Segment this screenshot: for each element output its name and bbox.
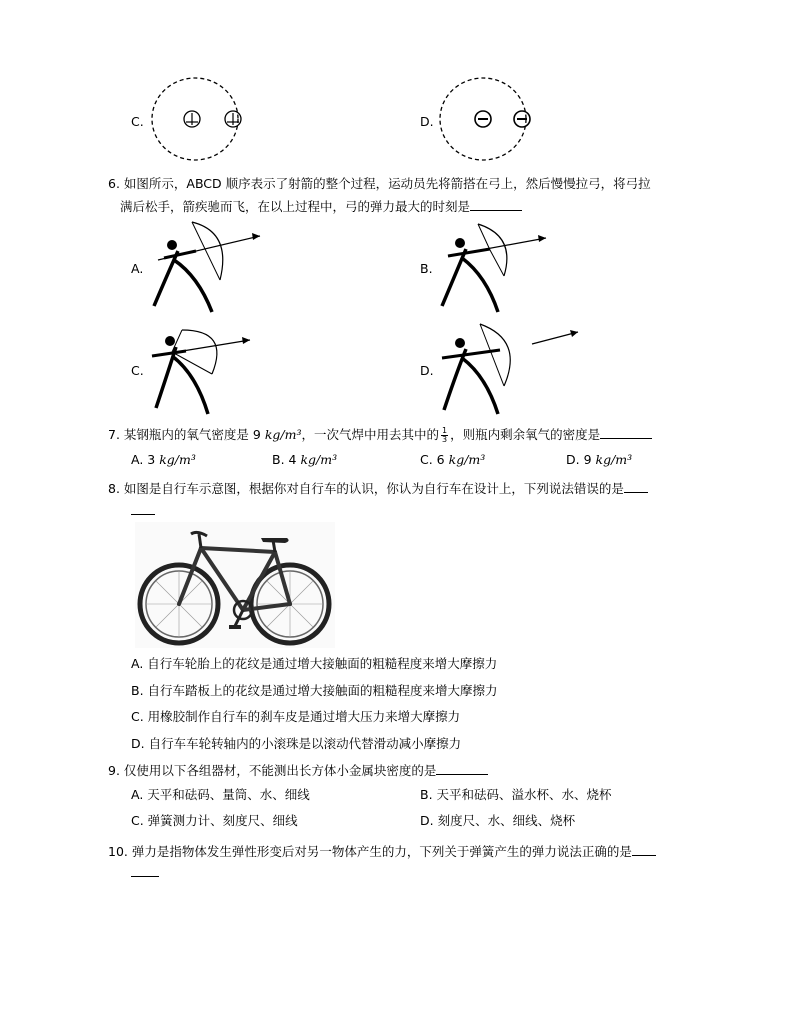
q10-answer-blank-part1[interactable]	[632, 843, 656, 856]
q7-option-b-value: B. 4	[272, 452, 297, 467]
q6-answer-blank[interactable]	[470, 198, 522, 211]
q5-option-c-figure	[150, 78, 250, 163]
q6-option-d-archer-figure	[438, 322, 588, 422]
q7-unit: kg/m³	[264, 427, 302, 442]
q6-option-c-archer-figure	[150, 322, 270, 422]
q6-option-b-archer-figure	[438, 218, 558, 318]
q7-option-d-value: D. 9	[566, 452, 592, 467]
q9-answer-blank[interactable]	[436, 762, 488, 775]
q6-stem-line1: 6. 如图所示，ABCD 顺序表示了射箭的整个过程，运动员先将箭搭在弓上，然后慢慢拉弓，将弓拉	[108, 176, 651, 191]
q8-stem-text: 8. 如图是自行车示意图，根据你对自行车的认识，你认为自行车在设计上，下列说法错误的是	[108, 481, 624, 496]
q7-fraction	[441, 427, 448, 444]
q7-option-a[interactable]	[131, 451, 196, 469]
q10-answer-blank-part2[interactable]	[131, 876, 159, 877]
q7-option-c-value: C. 6	[420, 452, 445, 467]
q8-option-c[interactable]: C. 用橡胶制作自行车的刹车皮是通过增大压力来增大摩擦力	[131, 709, 461, 724]
q9-stem-text: 9. 仅使用以下各组器材，不能测出长方体小金属块密度的是	[108, 763, 437, 778]
q8-bicycle-image	[135, 522, 335, 652]
q5-option-c-label: C.	[131, 114, 144, 129]
q7-stem-part2: ，一次气焊中用去其中的	[301, 427, 439, 442]
q8-option-b[interactable]: B. 自行车踏板上的花纹是通过增大接触面的粗糙程度来增大摩擦力	[131, 683, 498, 698]
q7-option-d[interactable]	[566, 451, 632, 469]
q6-option-a-archer-figure	[150, 218, 270, 318]
q9-stem	[108, 762, 488, 780]
q9-option-a[interactable]: A. 天平和砝码、量筒、水、细线	[131, 787, 310, 802]
q5-option-d-label: D.	[420, 114, 434, 129]
q10-stem	[108, 843, 656, 861]
q8-answer-blank-part2[interactable]	[131, 514, 155, 515]
q7-fraction-denominator: 3	[441, 435, 448, 444]
q7-answer-blank[interactable]	[600, 426, 652, 439]
q7-option-d-unit: kg/m³	[595, 452, 633, 467]
q8-answer-blank-part1[interactable]	[624, 480, 648, 493]
q6-stem-line2	[120, 198, 522, 216]
q7-fraction-numerator: 1	[441, 426, 448, 435]
q6-option-b-label: B.	[420, 261, 433, 276]
q10-stem-text: 10. 弹力是指物体发生弹性形变后对另一物体产生的力，下列关于弹簧产生的弹力说法正确的是	[108, 844, 632, 859]
q5-option-d-figure	[438, 78, 538, 163]
q7-option-a-unit: kg/m³	[159, 452, 196, 467]
q6-option-c-label: C.	[131, 363, 144, 378]
q6-option-d-label: D.	[420, 363, 434, 378]
q6-stem-line2-text: 满后松手，箭疾驰而飞，在以上过程中，弓的弹力最大的时刻是	[120, 199, 471, 214]
q7-option-b[interactable]	[272, 451, 337, 469]
q8-option-d[interactable]: D. 自行车车轮转轴内的小滚珠是以滚动代替滑动减小摩擦力	[131, 736, 462, 751]
q7-stem-part3: ，则瓶内剩余氧气的密度是	[450, 427, 601, 442]
q9-option-d[interactable]: D. 刻度尺、水、细线、烧杯	[420, 813, 576, 828]
q7-stem-part1: 7. 某钢瓶内的氧气密度是 9	[108, 427, 261, 442]
q7-option-c[interactable]	[420, 451, 485, 469]
q6-option-a-label: A.	[131, 261, 144, 276]
q7-option-c-unit: kg/m³	[448, 452, 486, 467]
q8-stem	[108, 480, 648, 498]
q7-stem	[108, 426, 652, 444]
q7-option-a-value: A. 3	[131, 452, 156, 467]
q9-option-b[interactable]: B. 天平和砝码、溢水杯、水、烧杯	[420, 787, 612, 802]
q7-option-b-unit: kg/m³	[300, 452, 338, 467]
q8-option-a[interactable]: A. 自行车轮胎上的花纹是通过增大接触面的粗糙程度来增大摩擦力	[131, 656, 498, 671]
q9-option-c[interactable]: C. 弹簧测力计、刻度尺、细线	[131, 813, 298, 828]
